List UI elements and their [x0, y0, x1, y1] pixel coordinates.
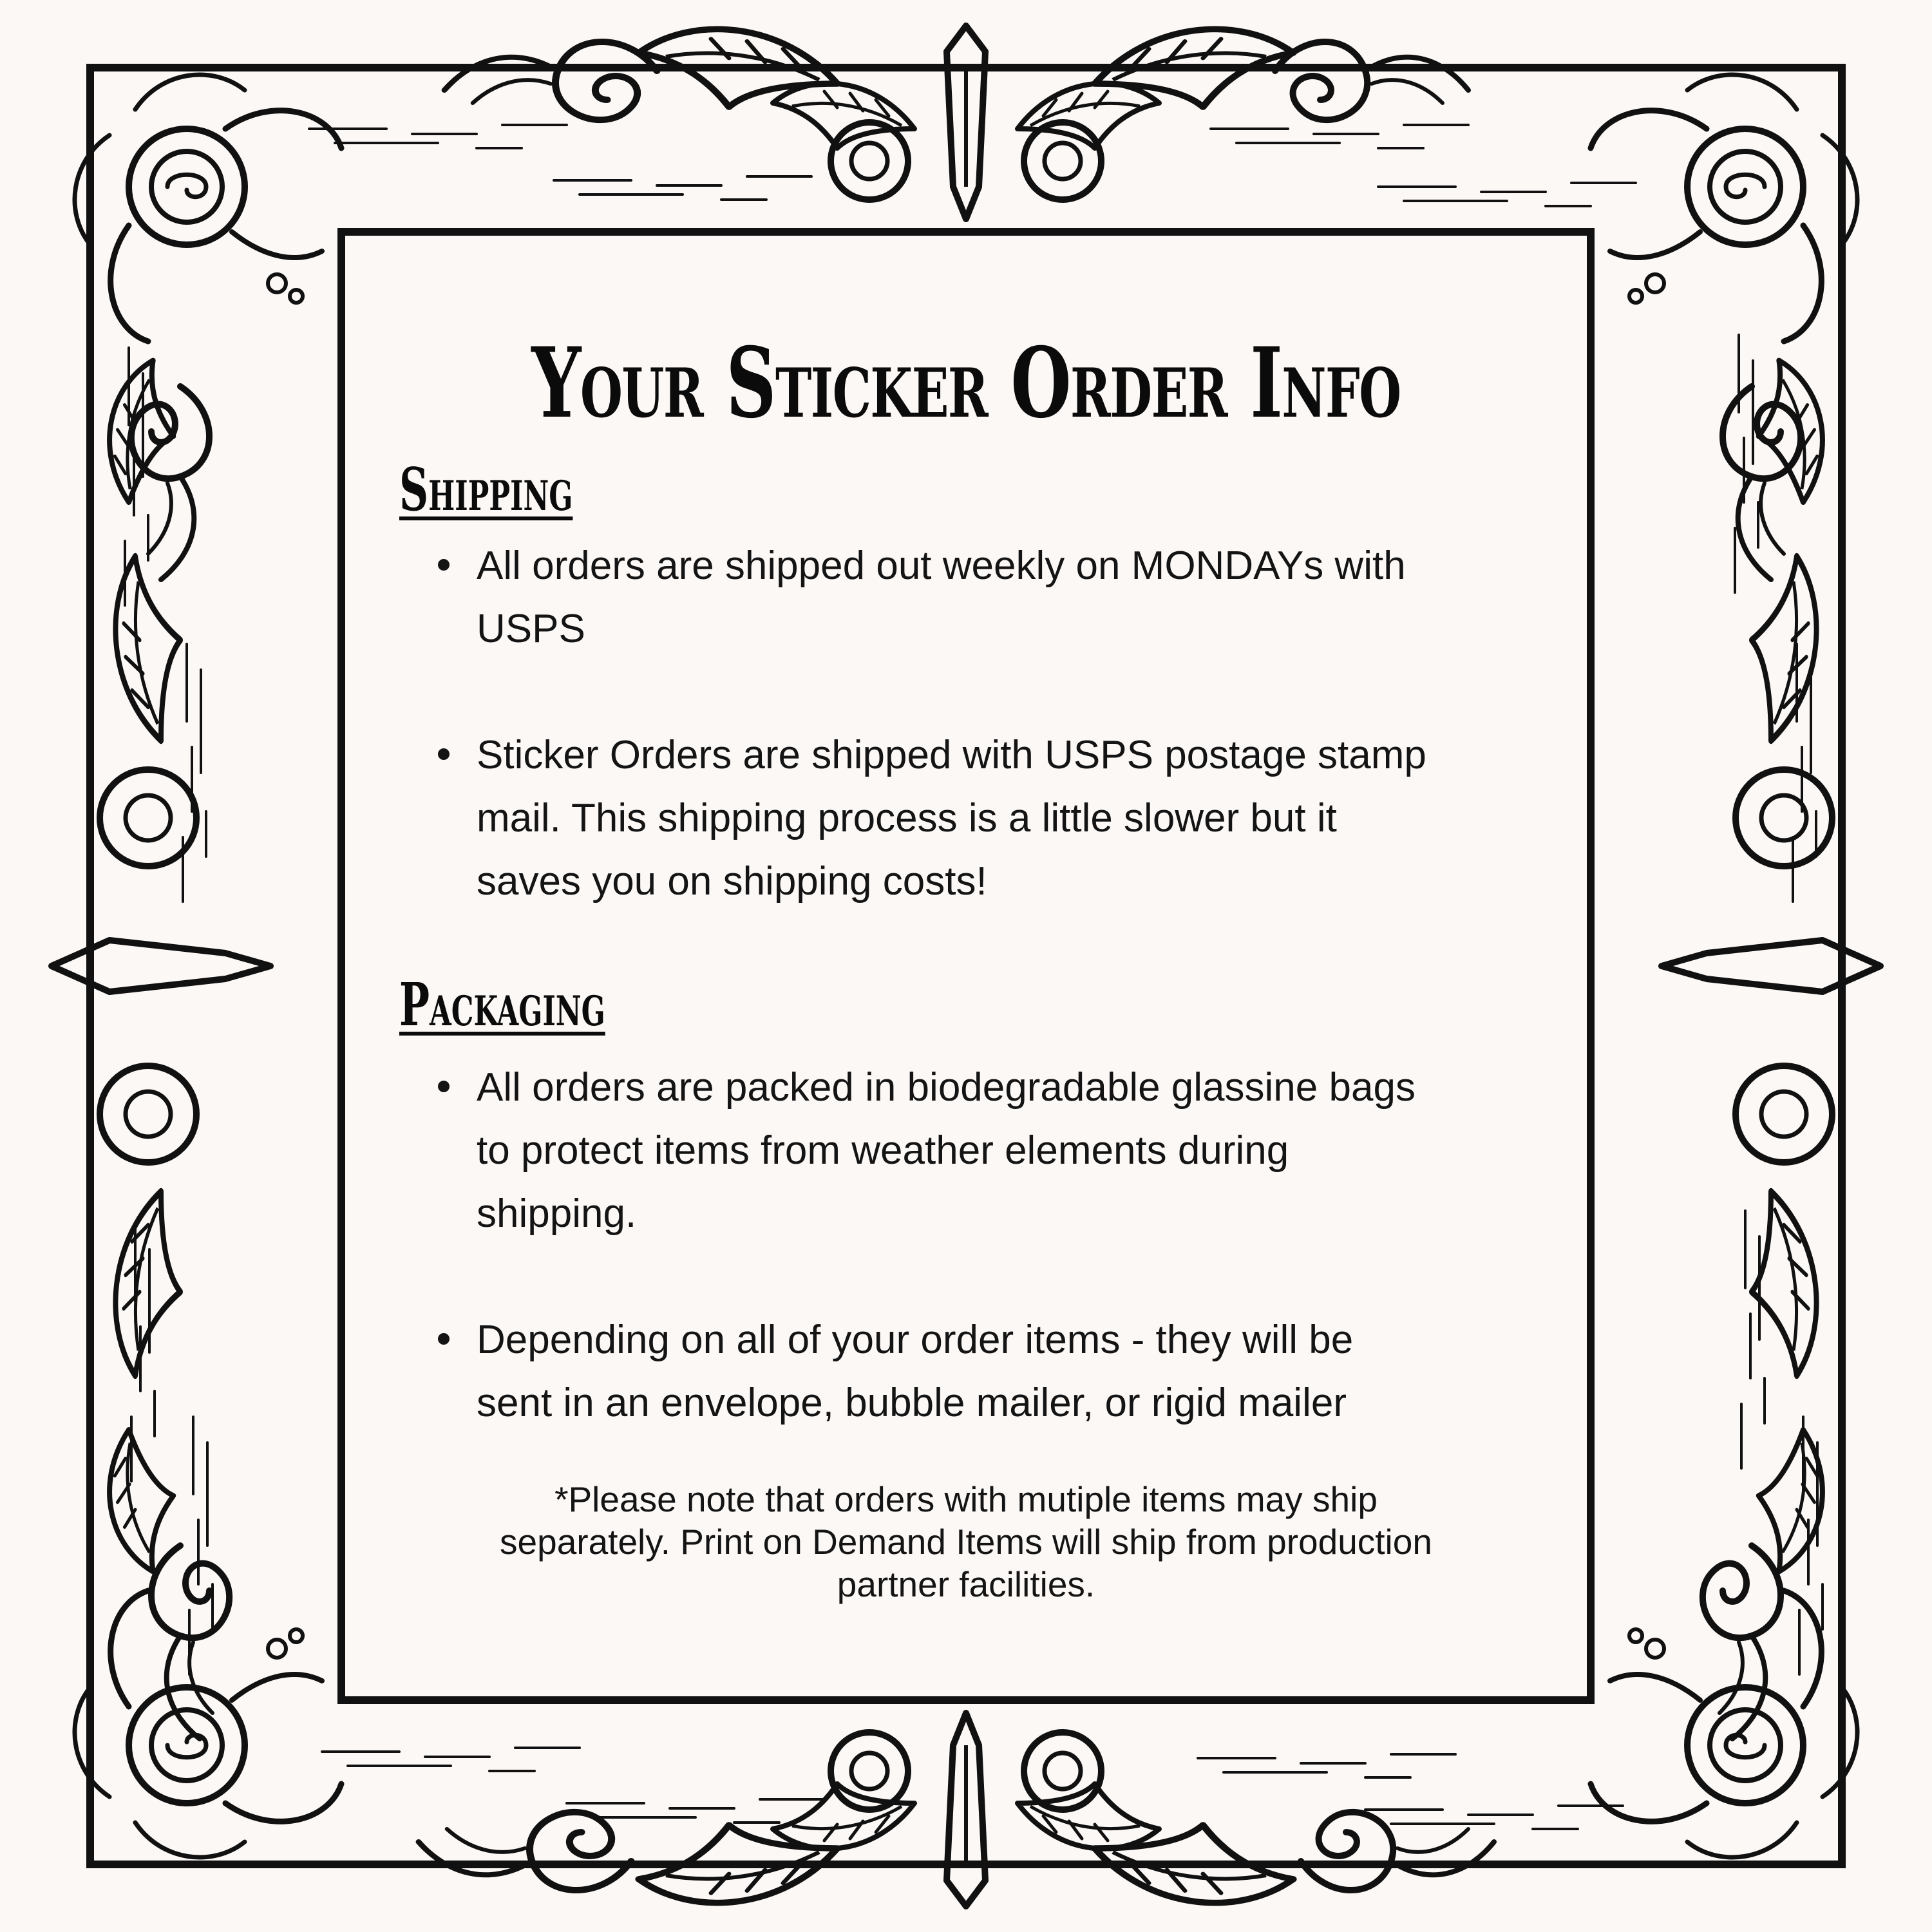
shipping-list: [438, 535, 1584, 913]
section-heading-packaging: Packaging: [399, 970, 605, 1039]
bullet-icon: [438, 1081, 450, 1092]
bullet-icon: [438, 1333, 450, 1345]
list-item-line: USPS: [477, 607, 585, 651]
list-item-line: mail. This shipping process is a little slower but it: [477, 796, 1337, 840]
list-item-line: Sticker Orders are shipped with USPS postage stamp: [477, 733, 1426, 777]
list-item-line: shipping.: [477, 1191, 637, 1236]
footnote-line: *Please note that orders with mutiple items may ship: [554, 1479, 1378, 1519]
bullet-icon: [438, 748, 450, 760]
content-panel: [348, 303, 1584, 1629]
list-item: [438, 1309, 1584, 1435]
packaging-list: [438, 1056, 1584, 1435]
list-item-line: All orders are packed in biodegradable glassine bags: [477, 1065, 1416, 1110]
list-item-line: Depending on all of your order items - they will be: [477, 1318, 1354, 1362]
list-item-line: saves you on shipping costs!: [477, 859, 987, 904]
section-heading-shipping: Shipping: [399, 455, 573, 524]
list-item: [438, 535, 1584, 661]
bullet-icon: [438, 559, 450, 571]
page-title: Your Sticker Order Info: [531, 327, 1401, 440]
list-item-line: sent in an envelope, bubble mailer, or rigid mailer: [477, 1381, 1347, 1425]
footnote: [348, 1478, 1584, 1605]
footnote-line: separately. Print on Demand Items will ship from production: [500, 1522, 1432, 1562]
list-item: [438, 724, 1584, 913]
list-item-line: to protect items from weather elements during: [477, 1128, 1289, 1173]
footnote-line: partner facilities.: [837, 1564, 1095, 1604]
list-item-line: All orders are shipped out weekly on MONDAYs with: [477, 544, 1406, 588]
list-item: [438, 1056, 1584, 1245]
